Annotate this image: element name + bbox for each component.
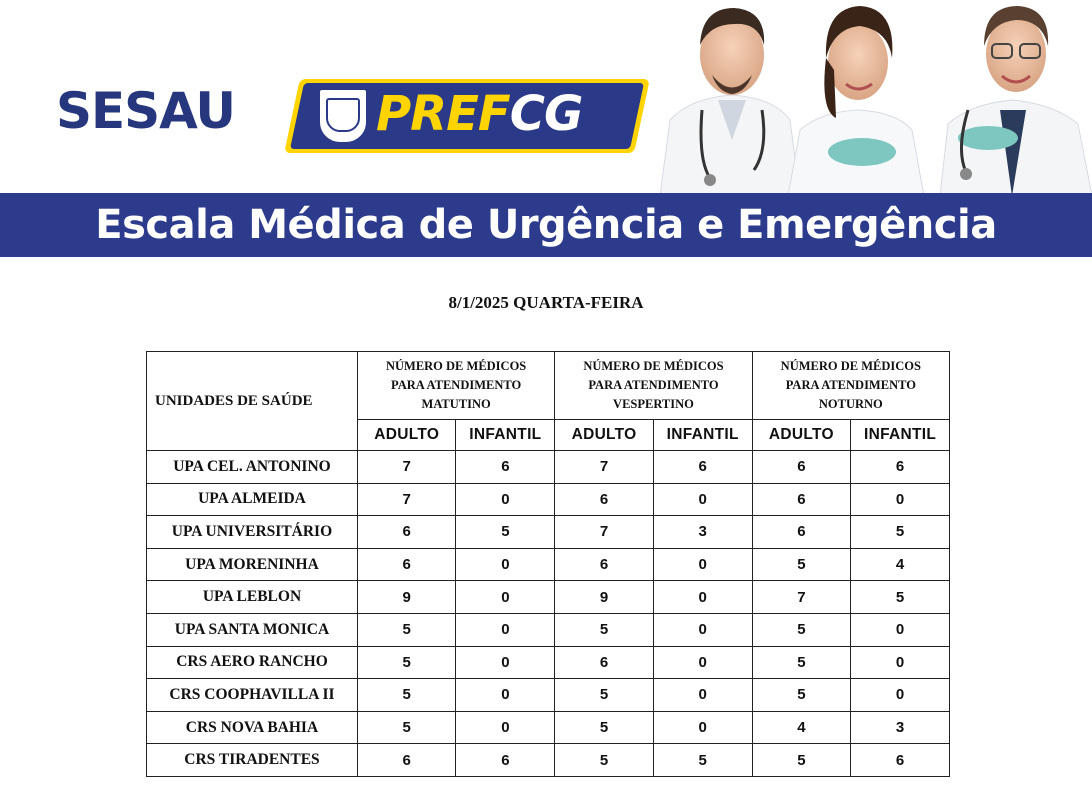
doctor-count-cell: 7 [555, 516, 654, 549]
doctor-count-cell: 0 [653, 679, 752, 712]
doctor-count-cell: 6 [851, 744, 950, 777]
doctor-count-cell: 0 [456, 483, 555, 516]
unit-name-cell: UPA ALMEIDA [147, 483, 358, 516]
table-row [147, 646, 950, 679]
period-header-vespertino: NÚMERO DE MÉDICOS PARA ATENDIMENTO VESPERTINO [555, 352, 752, 420]
doctor-count-cell: 0 [851, 613, 950, 646]
doctor-count-cell: 5 [555, 744, 654, 777]
doctor-count-cell: 7 [555, 451, 654, 484]
doctor-count-cell: 4 [752, 711, 851, 744]
doctor-count-cell: 5 [555, 679, 654, 712]
doctor-count-cell: 9 [555, 581, 654, 614]
doctor-count-cell: 6 [456, 451, 555, 484]
sub-header-adulto: ADULTO [752, 419, 851, 450]
doctor-count-cell: 9 [357, 581, 456, 614]
doctor-count-cell: 7 [752, 581, 851, 614]
table-row [147, 451, 950, 484]
unit-name-cell: UPA MORENINHA [147, 548, 358, 581]
doctor-count-cell: 0 [456, 679, 555, 712]
doctor-count-cell: 0 [456, 581, 555, 614]
sesau-logo: SESAU [56, 82, 235, 140]
unit-name-cell: CRS COOPHAVILLA II [147, 679, 358, 712]
doctor-count-cell: 0 [456, 613, 555, 646]
doctor-count-cell: 0 [653, 483, 752, 516]
doctor-count-cell: 6 [851, 451, 950, 484]
doctor-count-cell: 6 [555, 548, 654, 581]
sub-header-infantil: INFANTIL [456, 419, 555, 450]
doctor-count-cell: 0 [653, 646, 752, 679]
doctor-count-cell: 5 [555, 711, 654, 744]
doctor-count-cell: 6 [653, 451, 752, 484]
doctors-photo [650, 0, 1092, 196]
unit-name-cell: CRS NOVA BAHIA [147, 711, 358, 744]
doctor-count-cell: 5 [357, 613, 456, 646]
doctor-count-cell: 6 [752, 516, 851, 549]
doctor-count-cell: 5 [752, 679, 851, 712]
table-row [147, 679, 950, 712]
doctor-count-cell: 0 [653, 711, 752, 744]
period-header-noturno: NÚMERO DE MÉDICOS PARA ATENDIMENTO NOTURNO [752, 352, 949, 420]
prefcg-logo-text-cg: CG [509, 86, 583, 142]
doctor-count-cell: 0 [851, 646, 950, 679]
schedule-body [147, 451, 950, 777]
doctor-count-cell: 5 [851, 516, 950, 549]
prefcg-logo-text [376, 86, 583, 142]
city-crest-icon [318, 88, 368, 144]
page-header [0, 0, 1092, 262]
sub-header-infantil: INFANTIL [851, 419, 950, 450]
doctor-count-cell: 5 [456, 516, 555, 549]
doctor-count-cell: 0 [653, 613, 752, 646]
title-banner [0, 193, 1092, 257]
unit-name-cell: CRS TIRADENTES [147, 744, 358, 777]
doctor-count-cell: 3 [653, 516, 752, 549]
doctor-count-cell: 6 [357, 516, 456, 549]
table-row [147, 581, 950, 614]
unit-column-header: UNIDADES DE SAÚDE [147, 352, 358, 451]
table-row [147, 744, 950, 777]
sub-header-adulto: ADULTO [555, 419, 654, 450]
doctor-count-cell: 7 [357, 451, 456, 484]
table-row [147, 613, 950, 646]
schedule-table [146, 351, 950, 777]
banner-title: Escala Médica de Urgência e Emergência [95, 202, 997, 248]
schedule-date: 8/1/2025 QUARTA-FEIRA [448, 293, 644, 312]
doctor-count-cell: 4 [851, 548, 950, 581]
header-row-periods [147, 352, 950, 420]
sub-header-adulto: ADULTO [357, 419, 456, 450]
table-row [147, 711, 950, 744]
doctor-count-cell: 6 [555, 646, 654, 679]
table-row [147, 516, 950, 549]
unit-name-cell: UPA SANTA MONICA [147, 613, 358, 646]
unit-name-cell: CRS AERO RANCHO [147, 646, 358, 679]
doctor-count-cell: 0 [653, 548, 752, 581]
doctor-count-cell: 6 [555, 483, 654, 516]
doctor-count-cell: 5 [752, 646, 851, 679]
doctor-count-cell: 6 [357, 548, 456, 581]
doctor-count-cell: 5 [752, 744, 851, 777]
doctor-count-cell: 7 [357, 483, 456, 516]
doctor-count-cell: 5 [653, 744, 752, 777]
doctor-count-cell: 6 [752, 483, 851, 516]
doctor-count-cell: 0 [851, 483, 950, 516]
doctor-count-cell: 5 [357, 679, 456, 712]
doctor-count-cell: 0 [456, 711, 555, 744]
doctor-count-cell: 5 [357, 646, 456, 679]
unit-name-cell: UPA LEBLON [147, 581, 358, 614]
doctor-count-cell: 0 [456, 548, 555, 581]
doctor-count-cell: 5 [752, 548, 851, 581]
doctor-count-cell: 6 [752, 451, 851, 484]
period-header-matutino: NÚMERO DE MÉDICOS PARA ATENDIMENTO MATUTINO [357, 352, 554, 420]
doctor-count-cell: 5 [555, 613, 654, 646]
table-row [147, 548, 950, 581]
unit-name-cell: UPA CEL. ANTONINO [147, 451, 358, 484]
unit-name-cell: UPA UNIVERSITÁRIO [147, 516, 358, 549]
sub-header-infantil: INFANTIL [653, 419, 752, 450]
doctor-count-cell: 0 [456, 646, 555, 679]
doctor-count-cell: 3 [851, 711, 950, 744]
table-row [147, 483, 950, 516]
doctor-count-cell: 5 [752, 613, 851, 646]
doctor-count-cell: 5 [357, 711, 456, 744]
doctor-count-cell: 6 [357, 744, 456, 777]
prefcg-logo-text-pref: PREF [376, 86, 510, 142]
doctor-count-cell: 6 [456, 744, 555, 777]
doctor-count-cell: 0 [653, 581, 752, 614]
doctor-count-cell: 0 [851, 679, 950, 712]
doctor-count-cell: 5 [851, 581, 950, 614]
